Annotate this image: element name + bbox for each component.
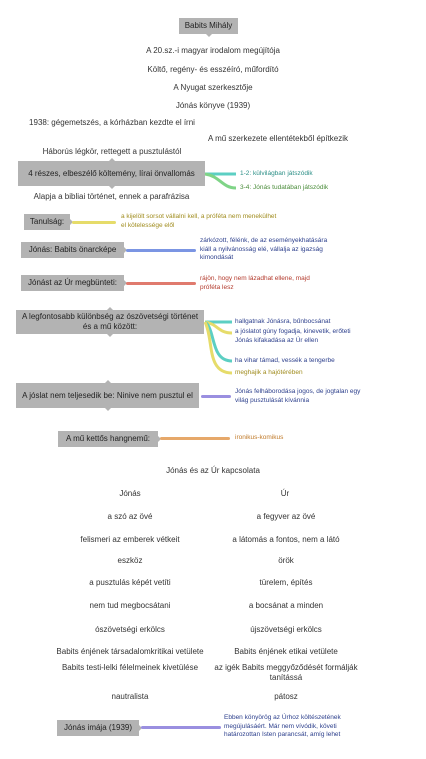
node-hangnem[interactable] (58, 431, 158, 447)
node-kulonbseg-notch-bottom (107, 334, 113, 337)
node-ninive-notch-bottom (105, 408, 111, 411)
node-ima-label: Jónás imája (1939) (63, 723, 133, 732)
comparison-right-cell: örök (278, 556, 294, 565)
kulonbseg-branch-2: a jóslatot gúny fogadja, kinevetik, erőteti Jónás kifakadása az Úr ellen (235, 328, 351, 344)
comparison-left-cell: ószövetségi erkölcs (95, 625, 165, 634)
connector-ima (141, 726, 221, 729)
parts-branch-2: 3-4: Jónás tudatában játszódik (240, 184, 329, 191)
parts-branch-1: 1-2: külvilágban játszódik (240, 170, 313, 177)
left-note-1: 1938: gégemetszés, a kórházban kezdte el írni (29, 118, 195, 127)
node-ima[interactable] (57, 720, 139, 736)
header-sub-1: A 20.sz.-i magyar irodalom megújítója (146, 46, 280, 55)
node-hangnem-label: A mű kettős hangnemű: (65, 434, 151, 443)
tanulsag-text: a kijelölt sorsot vállalni kell, a próféta nem menekülhet el kötelessége elől (121, 213, 277, 229)
node-ninive-notch-top (105, 380, 111, 383)
node-ninive[interactable] (16, 383, 199, 408)
comparison-left-cell: eszköz (117, 556, 143, 565)
left-note-3: Alapja a bibliai történet, ennek a parafrázisa (33, 192, 190, 201)
node-parts-label: 4 részes, elbeszélő költemény, lírai önvallomás (28, 168, 195, 178)
onarckep-text: zárkózott, félénk, de az eseményekhatására kiáll a nyilvánosság elé, vállalja az igazság kimondását (200, 237, 328, 261)
comparison-right-cell: Babits énjének etikai vetülete (234, 647, 338, 656)
connector-hangnem (160, 437, 230, 440)
node-parts-notch-top (109, 158, 115, 161)
comparison-left-cell: felismeri az emberek vétkeit (80, 535, 180, 544)
left-note-2: Háborús légkör, rettegett a pusztulástól (42, 147, 182, 156)
comparison-right-cell: türelem, építés (259, 578, 313, 587)
kulonbseg-branch-4: meghajik a hajótérében (235, 369, 303, 376)
header-sub-3: A Nyugat szerkesztője (173, 83, 253, 92)
header-sub-2: Költő, regény- és esszéíró, műfordító (147, 65, 279, 74)
connector-ninive (201, 395, 231, 398)
connector-bunteti (126, 282, 196, 285)
hangnem-text: ironikus-komikus (235, 434, 284, 441)
ninive-text: Jónás felháborodása jogos, de jogtalan egy világ pusztulását kívánnia (235, 388, 361, 404)
comparison-right-head: Úr (280, 489, 290, 498)
root-node[interactable] (179, 18, 238, 34)
node-parts-notch-bottom (109, 186, 115, 189)
comparison-left-head: Jónás (119, 489, 141, 498)
kulonbseg-branch-3: ha vihar támad, vessék a tengerbe (235, 357, 335, 364)
root-node-label: Babits Mihály (184, 21, 233, 30)
node-tanulsag[interactable] (24, 214, 70, 230)
connector-tanulsag (72, 221, 116, 224)
connector-parts-2 (205, 174, 236, 188)
node-onarckep-label: Jónás: Babits önarcképe (28, 245, 117, 254)
comparison-title: Jónás és az Úr kapcsolata (166, 466, 260, 475)
node-bunteti[interactable] (21, 275, 124, 291)
node-ninive-label: A jóslat nem teljesedik be: Ninive nem pusztul el (22, 390, 193, 400)
root-node-notch (206, 34, 212, 37)
kulonbseg-branch-1: hallgatnak Jónásra, bűnbocsánat (235, 318, 331, 325)
comparison-right-cell: újszövetségi erkölcs (250, 625, 322, 634)
node-tanulsag-label: Tanulság: (29, 217, 65, 226)
node-kulonbseg-label: A legfontosabb különbség az ószövetségi történet és a mű között: (21, 312, 199, 331)
comparison-right-cell: pátosz (274, 692, 298, 701)
comparison-left-cell: Babits énjének társadalomkritikai vetülete (56, 647, 204, 656)
node-onarckep[interactable] (21, 242, 124, 258)
comparison-right-cell: az igék Babits meggyőződését formálják tanítássá (214, 663, 358, 682)
comparison-left-cell: nem tud megbocsátani (89, 601, 171, 610)
node-kulonbseg-notch-top (107, 307, 113, 310)
comparison-right-cell: a fegyver az övé (256, 512, 316, 521)
comparison-left-cell: a pusztulás képét vetíti (89, 578, 171, 587)
ima-text: Ebben könyörög az Úrhoz költészetének megújulásáért. Már nem vívódik, követi határozottan Isten parancsát, amíg lehet (224, 714, 341, 738)
comparison-right-cell: a látomás a fontos, nem a látó (232, 535, 340, 544)
comparison-right-cell: a bocsánat a minden (248, 601, 324, 610)
node-kulonbseg[interactable] (16, 310, 204, 334)
header-sub-4: Jónás könyve (1939) (175, 101, 251, 110)
connector-onarckep (126, 249, 196, 252)
comparison-left-cell: a szó az övé (107, 512, 153, 521)
node-parts[interactable] (18, 161, 205, 186)
right-note: A mű szerkezete ellentétekből építkezik (207, 134, 349, 143)
bunteti-text: rájön, hogy nem lázadhat ellene, majd próféta lesz (200, 275, 310, 291)
comparison-left-cell: nautralista (111, 692, 149, 701)
node-bunteti-label: Jónást az Úr megbünteti: (28, 278, 117, 287)
comparison-left-cell: Babits testi-lelki félelmeinek kivetülése (61, 663, 199, 672)
